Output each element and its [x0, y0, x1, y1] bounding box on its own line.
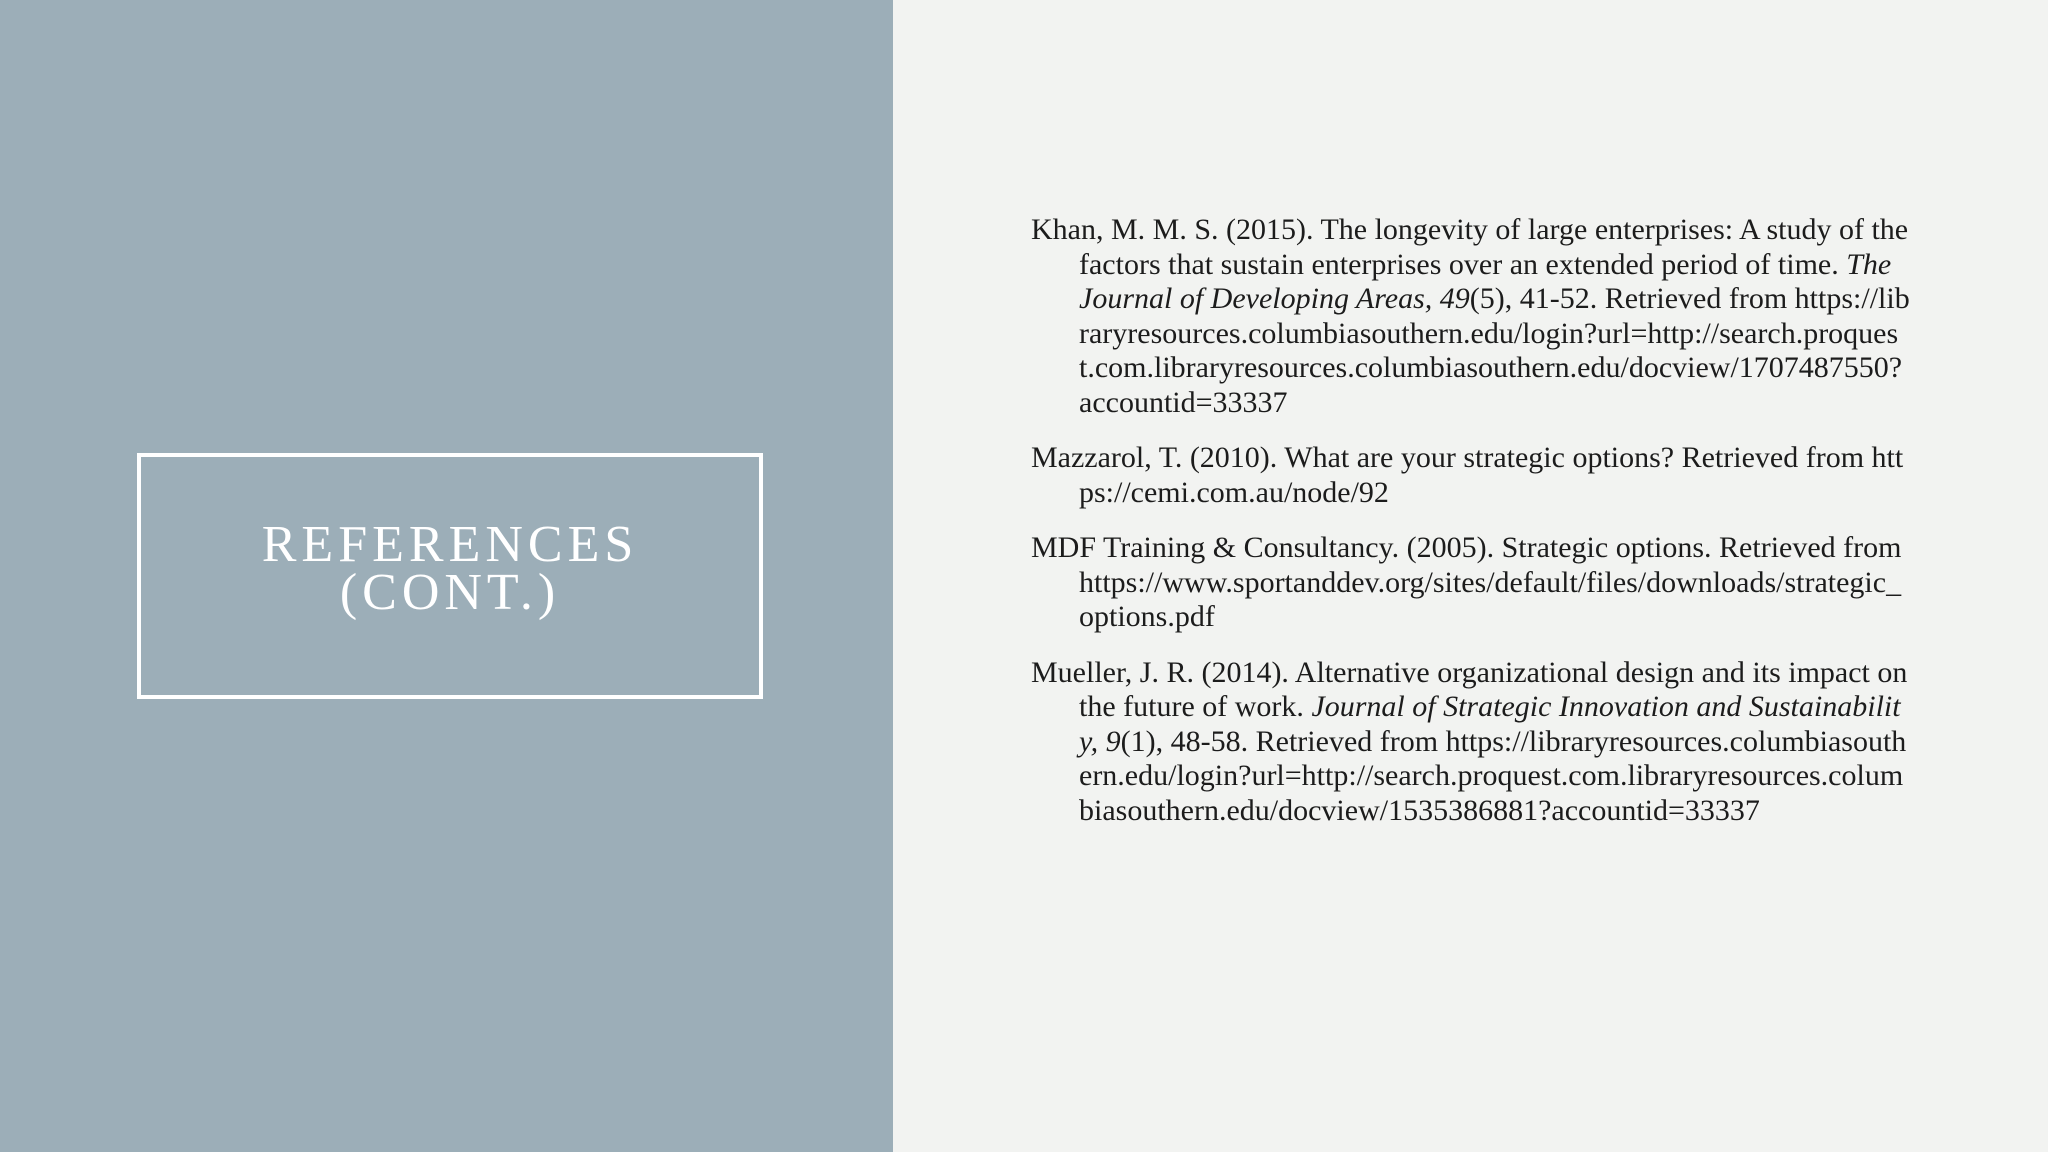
reference-text: Khan, M. M. S. (2015). The longevity of large enterprises: A study of the factors that sustain enterprises over an extended period of time. — [1031, 213, 1909, 281]
reference-text: (5), 41-52. Retrieved from https://libraryresources.columbiasouthern.edu/login?url=http://search.proquest.com.libraryresources.columbiasouthern.edu/docview/1707487550?accountid=33337 — [1079, 282, 1910, 419]
reference-list — [1031, 213, 1911, 849]
slide-title — [261, 516, 639, 621]
slide-title-line-2: (CONT.) — [339, 564, 561, 621]
reference-item-mazzarol: Mazzarol, T. (2010). What are your strategic options? Retrieved from https://cemi.com.au/node/92 — [1031, 441, 1904, 509]
reference-item-mdf: MDF Training & Consultancy. (2005). Strategic options. Retrieved from https://www.sportanddev.org/sites/default/files/downloads/strategic_options.pdf — [1031, 531, 1902, 633]
slide-title-line-1: REFERENCES — [261, 516, 639, 573]
reference-text: Mueller, J. R. (2014). Alternative organizational design and its impact on the future of work. — [1031, 655, 1908, 723]
left-panel — [0, 0, 893, 1152]
reference-text: (1), 48-58. Retrieved from https://libraryresources.columbiasouthern.edu/login?url=http://search.proquest.com.libraryresources.columbiasouthern.edu/docview/1535386881?accountid=33337 — [1079, 724, 1907, 827]
title-box — [137, 453, 763, 699]
journal-title: Journal of Strategic Innovation and Sustainability, 9 — [1079, 690, 1901, 758]
reference-item-mueller — [1031, 656, 1911, 829]
journal-title: The Journal of Developing Areas, 49 — [1079, 247, 1892, 315]
reference-item-khan — [1031, 213, 1911, 420]
